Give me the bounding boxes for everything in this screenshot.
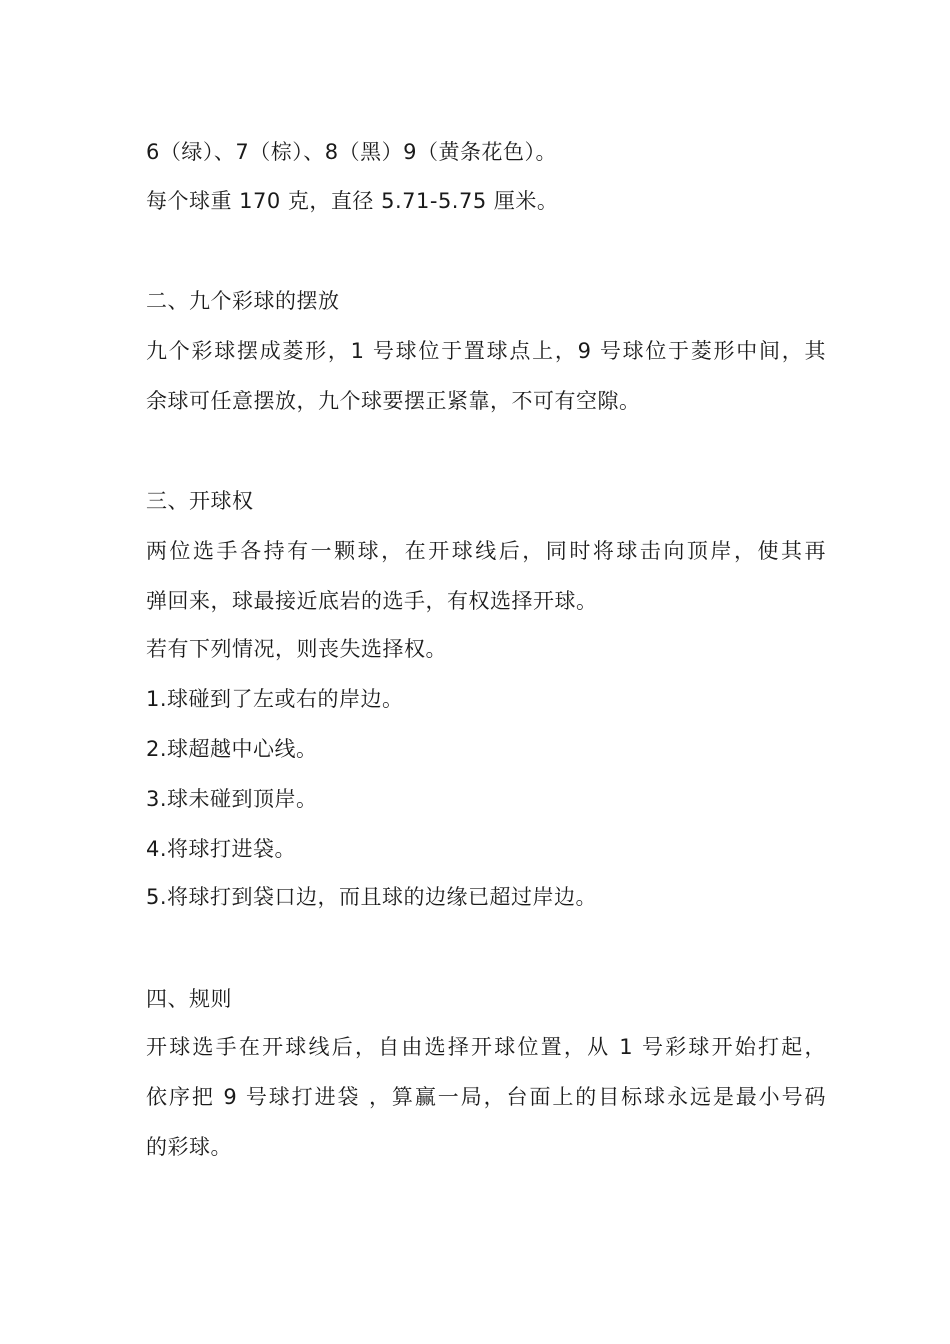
paragraph-line: 两位选手各持有一颗球，在开球线后，同时将球击向顶岸，使其再	[146, 539, 826, 563]
list-item: 5.将球打到袋口边，而且球的边缘已超过岸边。	[146, 885, 598, 909]
paragraph-line: 开球选手在开球线后，自由选择开球位置，从 1 号彩球开始打起，	[146, 1035, 826, 1059]
list-item: 1.球碰到了左或右的岸边。	[146, 687, 404, 711]
paragraph-line: 的彩球。	[146, 1135, 232, 1159]
paragraph-line: 余球可任意摆放，九个球要摆正紧靠，不可有空隙。	[146, 389, 641, 413]
paragraph-line: 若有下列情况，则丧失选择权。	[146, 637, 447, 661]
text-line: 每个球重 170 克，直径 5.71-5.75 厘米。	[146, 189, 559, 213]
paragraph-line: 依序把 9 号球打进袋 ，算赢一局，台面上的目标球永远是最小号码	[146, 1085, 826, 1109]
section-heading: 四、规则	[146, 987, 232, 1011]
section-heading: 三、开球权	[146, 489, 254, 513]
text-line: 6（绿）、7（棕）、8（黑）9（黄条花色）。	[146, 140, 557, 164]
list-item: 3.球未碰到顶岸。	[146, 787, 318, 811]
list-item: 2.球超越中心线。	[146, 737, 318, 761]
paragraph-line: 九个彩球摆成菱形，1 号球位于置球点上，9 号球位于菱形中间，其	[146, 339, 826, 363]
section-heading: 二、九个彩球的摆放	[146, 289, 340, 313]
paragraph-line: 弹回来，球最接近底岩的选手，有权选择开球。	[146, 589, 598, 613]
list-item: 4.将球打进袋。	[146, 837, 297, 861]
